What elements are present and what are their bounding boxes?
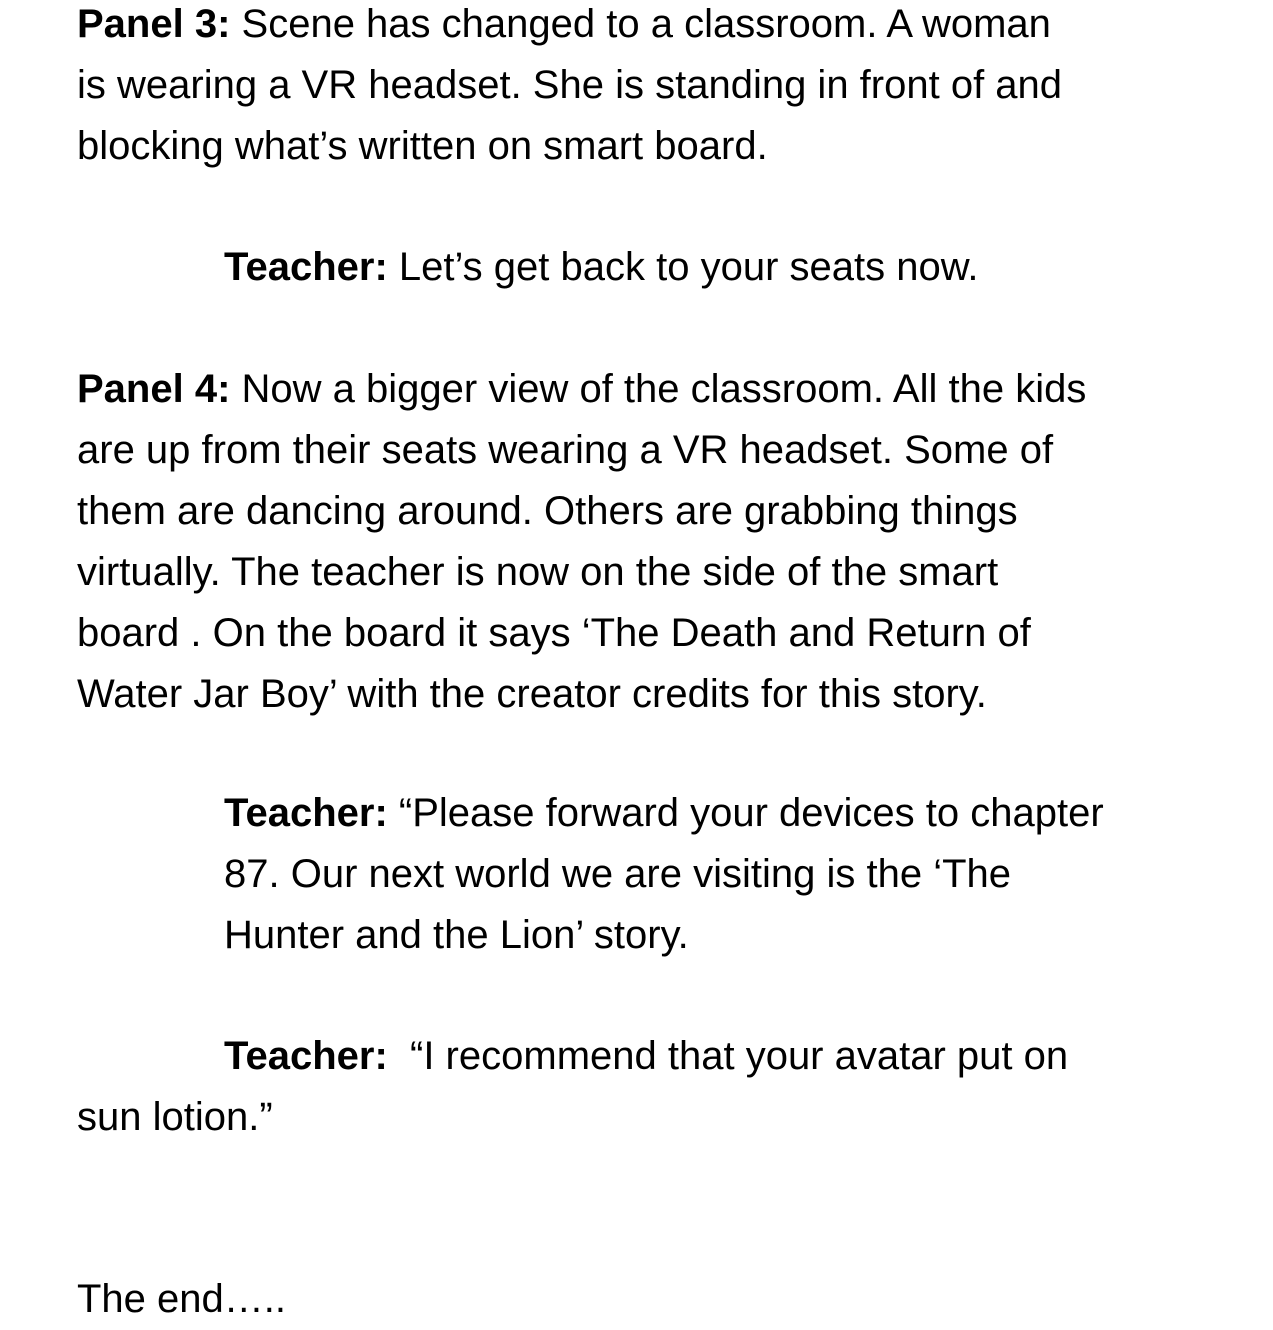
teacher-dialogue-3 [77, 1026, 1227, 1148]
panel-4-line-5: board . On the board it says ‘The Death and Return of [77, 611, 1031, 655]
dialogue-text: “Please forward your devices to chapter [387, 791, 1104, 835]
panel-4-line-6: Water Jar Boy’ with the creator credits for this story. [77, 672, 987, 716]
speaker-label: Teacher: [224, 791, 388, 835]
dialogue-text: Hunter and the Lion’ story. [224, 913, 689, 957]
ending-line [77, 1269, 1227, 1330]
panel-4-line-1: Panel 4: Now a bigger view of the classroom. All the kids [77, 367, 1087, 411]
the-end-text: The end….. [77, 1277, 287, 1321]
panel-4-line-3: them are dancing around. Others are grabbing things [77, 489, 1018, 533]
panel-4-paragraph [77, 359, 1227, 725]
dialogue-text: Let’s get back to your seats now. [387, 245, 979, 289]
panel-3-line-3: blocking what’s written on smart board. [77, 124, 768, 168]
teacher-dialogue-2 [224, 783, 1264, 966]
panel-3-line-1: Panel 3: Scene has changed to a classroom. A woman [77, 2, 1051, 46]
speaker-label: Teacher: [224, 1034, 388, 1078]
panel-4-line-4: virtually. The teacher is now on the side of the smart [77, 550, 999, 594]
dialogue-text: 87. Our next world we are visiting is the ‘The [224, 852, 1012, 896]
dialogue-text: sun lotion.” [77, 1095, 273, 1139]
speaker-label: Teacher: [224, 245, 388, 289]
panel-3-paragraph [77, 0, 1227, 177]
dialogue-text: “I recommend that your avatar put on [387, 1034, 1069, 1078]
panel-4-label: Panel 4: [77, 367, 231, 411]
panel-4-line-2: are up from their seats wearing a VR headset. Some of [77, 428, 1054, 472]
teacher-dialogue-1 [224, 237, 1264, 298]
panel-3-line-2: is wearing a VR headset. She is standing in front of and [77, 63, 1063, 107]
panel-3-label: Panel 3: [77, 2, 231, 46]
